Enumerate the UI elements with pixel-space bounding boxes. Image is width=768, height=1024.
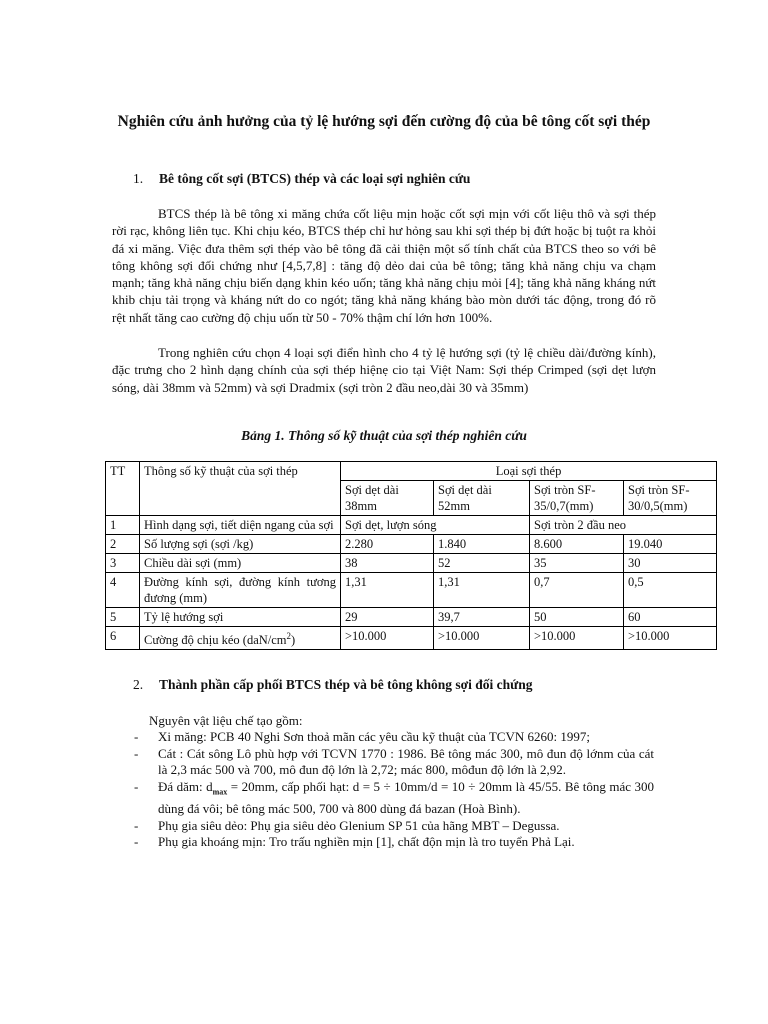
cell-round-shape: Sợi tròn 2 đầu neo	[530, 516, 717, 535]
table-row	[106, 535, 717, 554]
unit-superscript: 2	[286, 631, 292, 641]
table-caption: Bảng 1. Thông số kỹ thuật của sợi thép nghiên cứu	[241, 428, 527, 443]
cell-value: 2.280	[341, 535, 434, 554]
table-row	[106, 516, 717, 535]
materials-list	[112, 729, 654, 851]
cell-value: 35	[530, 554, 624, 573]
cell-tt: 4	[106, 573, 140, 608]
cell-value: 1,31	[434, 573, 530, 608]
header-type-3: Sợi tròn SF-35/0,7(mm)	[530, 481, 624, 516]
cell-value: 52	[434, 554, 530, 573]
header-param: Thông số kỹ thuật của sợi thép	[140, 462, 341, 516]
table-row	[106, 627, 717, 650]
cell-tt: 6	[106, 627, 140, 650]
header-type-4: Sợi tròn SF-30/0,5(mm)	[624, 481, 717, 516]
cell-param: Hình dạng sợi, tiết diện ngang của sợi	[140, 516, 341, 535]
list-item-text: Cát : Cát sông Lô phù hợp với TCVN 1770 : 1986. Bê tông mác 300, mô đun độ lớnm của cát là 2,3 mác 500 và 700, mô đun độ lớn là 2,72; mác 800, môđun độ lớn là 2,92.	[158, 745, 654, 778]
cell-param	[140, 627, 341, 650]
cell-tt: 2	[106, 535, 140, 554]
cell-value: 8.600	[530, 535, 624, 554]
cell-value: >10.000	[624, 627, 717, 650]
cell-value: 30	[624, 554, 717, 573]
cell-value: 1.840	[434, 535, 530, 554]
section-2-heading	[133, 676, 532, 694]
cell-tt: 5	[106, 608, 140, 627]
table-row	[106, 554, 717, 573]
cell-flat-shape: Sợi dẹt, lượn sóng	[341, 516, 530, 535]
cell-value: 39,7	[434, 608, 530, 627]
bullet-dash: -	[134, 778, 139, 794]
cell-value: 0,7	[530, 573, 624, 608]
cell-param: Chiều dài sợi (mm)	[140, 554, 341, 573]
header-tt: TT	[106, 462, 140, 516]
list-item-text: Phụ gia khoáng mịn: Tro trấu nghiền mịn [1], chất độn mịn là tro tuyển Phả Lại.	[158, 834, 575, 850]
param-text: Cường độ chịu kéo (daN/cm	[144, 633, 287, 648]
header-type-2: Sợi dẹt dài 52mm	[434, 481, 530, 516]
cell-value: 1,31	[341, 573, 434, 608]
cell-value: >10.000	[530, 627, 624, 650]
cell-param: Đường kính sợi, đường kính tương đương (mm)	[140, 573, 341, 608]
cell-value: 29	[341, 608, 434, 627]
fiber-spec-table	[105, 461, 717, 650]
list-item-text: Phụ gia siêu dẻo: Phụ gia siêu dẻo Glenium SP 51 của hãng MBT – Degussa.	[158, 817, 560, 833]
table-row	[106, 573, 717, 608]
cell-value: 0,5	[624, 573, 717, 608]
cell-value: 38	[341, 554, 434, 573]
cell-value: >10.000	[341, 627, 434, 650]
table-header-row	[106, 462, 717, 481]
bullet-dash: -	[134, 817, 139, 833]
list-item-text: Xi măng: PCB 40 Nghi Sơn thoả mãn các yêu cầu kỹ thuật của TCVN 6260: 1997;	[158, 729, 590, 744]
list-item-text: = 20mm, cấp phối hạt: d = 5 ÷ 10mm/d = 10 ÷ 20mm là 45/55. Bê tông mác 300 dùng đá vôi; bê tông mác 500, 700 và 800 dùng đá bazan (Hoà Bình).	[158, 778, 655, 816]
list-item	[112, 779, 654, 818]
cell-tt: 3	[106, 554, 140, 573]
cell-tt: 1	[106, 516, 140, 535]
section-number: 1.	[133, 171, 144, 186]
param-text-end: )	[291, 633, 296, 648]
section-title: Thành phần cấp phối BTCS thép và bê tông không sợi đối chứng	[159, 677, 533, 692]
section-number: 2.	[133, 677, 144, 692]
paragraph-btcs-definition: BTCS thép là bê tông xi măng chứa cốt liệu mịn hoặc cốt sợi mịn với cốt liệu thô và sợi thép rời rạc, không liên tục. Khi chịu kéo, BTCS thép chỉ hư hỏng sau khi sợi thép bị đứt hoặc bị tuột ra khỏi đá xi măng. Việc đưa thêm sợi thép vào bê tông đã cải thiện một số tính chất của BTCS theo so với bê tông không sợi đối chứng như [4,5,7,8] : tăng độ dẻo dai của bê tông; tăng khả năng chịu va chạm mạnh; tăng khả năng chịu biến dạng khin kéo uốn; tăng khả năng chịu mỏi [4]; tăng khả năng kháng nứt khib chịu tải trọng và kháng nứt do co ngót; tăng khả năng kháng bào mòn dưới tác động, trong đó rõ rệt nhất tăng cao cường độ chịu uốn từ 50 - 70% thậm chí lớn hơn 100%.	[112, 206, 656, 325]
section-title: Bê tông cốt sợi (BTCS) thép và các loại sợi nghiên cứu	[159, 171, 471, 186]
bullet-dash: -	[134, 834, 139, 850]
header-type-1: Sợi dẹt dài 38mm	[341, 481, 434, 516]
list-item-text-start: Đá dăm: d	[158, 778, 213, 794]
paragraph-fiber-selection: Trong nghiên cứu chọn 4 loại sợi điển hình cho 4 tỷ lệ hướng sợi (tỷ lệ chiều dài/đường kính), đặc trưng cho 2 hình dạng chính của sợi thép hiệnẹ cio tại Việt Nam: Sợi thép Crimped (sợi dẹt lượn sóng, dài 38mm và 52mm) và sợi Dradmix (sợi tròn 2 đầu neo,dài 30 và 35mm)	[112, 345, 656, 395]
cell-param: Số lượng sợi (sợi /kg)	[140, 535, 341, 554]
cell-value: 19.040	[624, 535, 717, 554]
list-item	[112, 818, 654, 835]
bullet-dash: -	[134, 729, 139, 744]
subscript-max: max	[212, 787, 228, 797]
table-row	[106, 608, 717, 627]
document-title: Nghiên cứu ảnh hưởng của tỷ lệ hướng sợi đến cường độ của bê tông cốt sợi thép	[117, 113, 651, 130]
cell-value: >10.000	[434, 627, 530, 650]
materials-intro: Nguyên vật liệu chế tạo gồm:	[149, 713, 303, 728]
list-item	[112, 746, 654, 779]
bullet-dash: -	[134, 745, 139, 761]
list-item	[112, 834, 654, 851]
header-fiber-type: Loại sợi thép	[341, 462, 717, 481]
list-item	[112, 729, 654, 746]
cell-value: 50	[530, 608, 624, 627]
section-1-heading	[133, 170, 470, 188]
cell-param: Tỷ lệ hướng sợi	[140, 608, 341, 627]
cell-value: 60	[624, 608, 717, 627]
